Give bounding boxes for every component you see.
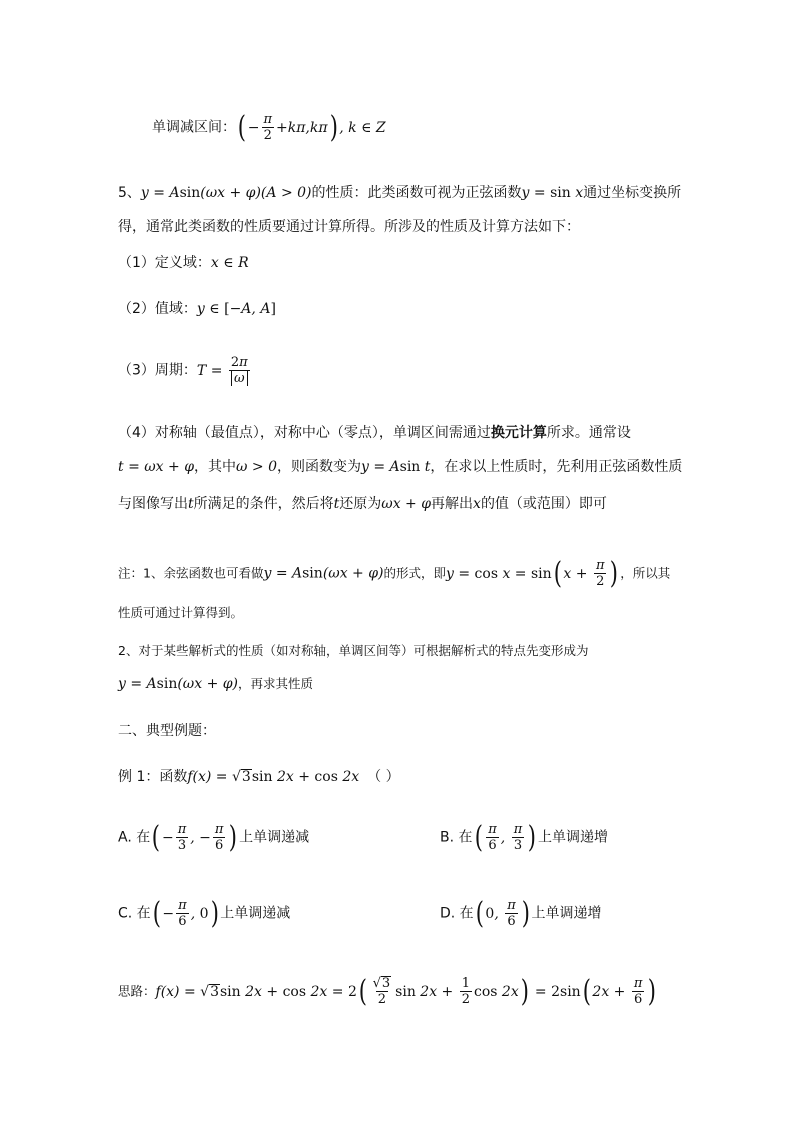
note-text-c: ，所以其 <box>620 565 671 581</box>
idea-formula: f(x) = √3sin 2x + cos 2x = 2( $\frac{√3}{2}$ sin 2x + $\frac{1}{2}$ cos 2x) = 2sin( 2x + $\frac{\pi}{6}$ ) <box>155 973 657 1009</box>
option-b <box>440 819 608 855</box>
sine-function-formula: y = sin x <box>521 185 584 201</box>
domain-label: （1）定义域： <box>118 255 211 271</box>
property-symmetry-line2 <box>118 456 682 478</box>
item5-function-formula: y = Asin(ωx + φ)(A > 0) <box>140 185 312 201</box>
decreasing-interval-formula: ( − $\frac{\pi}{2}$ +kπ,kπ) , k ∈ Z <box>237 109 386 145</box>
decreasing-interval-label: 单调减区间： <box>152 119 236 136</box>
range-label: （2）值域： <box>118 301 197 317</box>
example1-question <box>118 766 400 788</box>
range-formula: y ∈ [−A, A] <box>196 301 276 317</box>
section-title: 二、典型例题： <box>118 723 216 739</box>
option-b-interval: ( $\frac{\pi}{6}$ , $\frac{\pi}{3}$ ) <box>474 819 537 855</box>
note-line3: 2、对于某些解析式的性质（如对称轴，单调区间等）可根据解析式的特点先变形成为 <box>118 643 589 658</box>
symmetry-text-e: ，在求以上性质时，先利用正弦函数性质 <box>430 459 683 475</box>
note-text-b: 的形式，即 <box>383 565 446 581</box>
option-c-interval: ( − $\frac{\pi}{6}$ , 0) <box>152 895 219 931</box>
substitution-formula: t = ωx + φ <box>118 459 195 475</box>
note-line1 <box>118 555 671 591</box>
note-function-formula: y = Asin(ωx + φ) <box>263 565 384 582</box>
cosine-identity-formula: y = cos x = sin( x + $\frac{\pi}{2}$ ) <box>446 555 619 591</box>
var-x: x <box>473 496 481 512</box>
period-label: （3）周期： <box>118 362 197 379</box>
idea-label: 思路： <box>118 983 156 999</box>
solution-idea <box>118 973 658 1009</box>
property-range <box>118 298 276 320</box>
note-function-formula-2: y = Asin(ωx + φ) <box>118 676 239 692</box>
option-c-prefix: C. 在 <box>118 905 151 922</box>
option-c-suffix: 上单调递减 <box>220 905 291 922</box>
decreasing-interval-line <box>152 109 386 145</box>
property-symmetry-line3 <box>118 493 607 515</box>
note-line4 <box>118 673 313 695</box>
note-line2: 性质可通过计算得到。 <box>118 605 244 620</box>
option-b-suffix: 上单调递增 <box>537 829 608 846</box>
item5-tail2: 通过坐标变换所 <box>583 185 682 201</box>
symmetry-text-b: 所求。通常设 <box>546 425 631 441</box>
note-text-a: 注：1、余弦函数也可看做 <box>118 565 264 581</box>
option-d-prefix: D. 在 <box>440 905 474 922</box>
symmetry-text-d: ，则函数变为 <box>276 459 361 475</box>
option-d-interval: ( 0, $\frac{\pi}{6}$ ) <box>475 895 530 931</box>
option-a-suffix: 上单调递减 <box>239 829 310 846</box>
symmetry-text-f: 与图像写出 <box>118 496 188 512</box>
phase-formula: ωx + φ <box>381 496 432 512</box>
domain-formula: x ∈ R <box>210 255 249 271</box>
example1-label: 例 1：函数 <box>118 769 188 785</box>
option-d-suffix: 上单调递增 <box>531 905 602 922</box>
symmetry-text-g: 所满足的条件，然后将 <box>193 496 334 512</box>
option-a <box>118 819 310 855</box>
example1-answer-blank: （ ） <box>367 769 400 785</box>
transformed-function-formula: y = Asin t <box>360 459 431 475</box>
symmetry-text-a: （4）对称轴（最值点），对称中心（零点），单调区间需通过 <box>118 425 491 441</box>
symmetry-text-c: ，其中 <box>194 459 237 475</box>
symmetry-text-h: 还原为 <box>339 496 382 512</box>
var-t-2: t <box>333 496 340 512</box>
symmetry-text-j: 的值（或范围）即可 <box>480 496 607 512</box>
note-text-d: ，再求其性质 <box>238 676 314 691</box>
option-b-prefix: B. 在 <box>440 829 473 846</box>
item5-line1 <box>118 182 681 204</box>
symmetry-bold-text: 换元计算 <box>490 425 547 441</box>
property-domain <box>118 252 249 274</box>
var-t-1: t <box>188 496 194 512</box>
option-c <box>118 895 291 931</box>
example1-function-formula: f(x) = √3sin 2x + cos 2x <box>187 769 360 785</box>
item5-number: 5、 <box>118 185 141 201</box>
item5-line2: 得，通常此类函数的性质要通过计算所得。所涉及的性质及计算方法如下： <box>118 219 580 235</box>
symmetry-text-i: 再解出 <box>431 496 474 512</box>
item5-tail: 的性质：此类函数可视为正弦函数 <box>311 185 522 201</box>
omega-positive-formula: ω > 0 <box>236 459 277 475</box>
property-symmetry-line1 <box>118 422 631 444</box>
option-a-prefix: A. 在 <box>118 829 151 846</box>
option-a-interval: ( − $\frac{\pi}{3}$ , − $\frac{\pi}{6}$ ) <box>151 819 238 855</box>
period-formula: T = $\frac{2\pi}{\omega}$ <box>196 355 248 386</box>
option-d <box>440 895 602 931</box>
property-period <box>118 355 252 386</box>
